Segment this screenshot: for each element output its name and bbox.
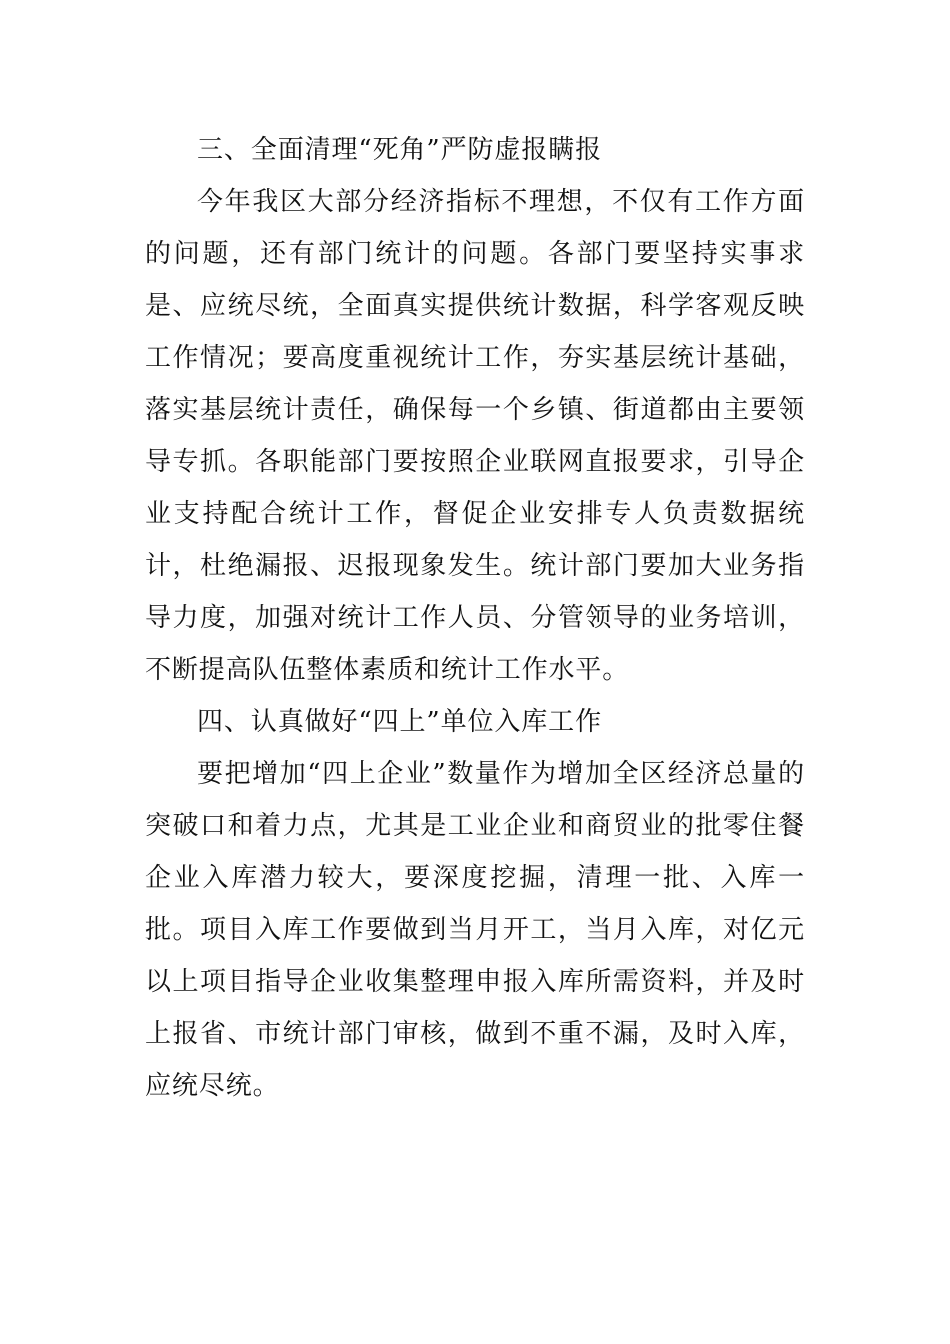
section-paragraph-4: 要把增加“四上企业”数量作为增加全区经济总量的突破口和着力点，尤其是工业企业和商贸业的批零住餐企业入库潜力较大，要深度挖掘，清理一批、入库一批。项目入库工作要做到当月开工，当月入库，对亿元以上项目指导企业收集整理申报入库所需资料，并及时上报省、市统计部门审核，做到不重不漏，及时入库，应统尽统。 — [145, 759, 805, 1101]
section-paragraph-3: 今年我区大部分经济指标不理想，不仅有工作方面的问题，还有部门统计的问题。各部门要坚持实事求是、应统尽统，全面真实提供统计数据，科学客观反映工作情况；要高度重视统计工作，夯实基层统计基础，落实基层统计责任，确保每一个乡镇、街道都由主要领导专抓。各职能部门要按照企业联网直报要求，引导企业支持配合统计工作，督促企业安排专人负责数据统计，杜绝漏报、迟报现象发生。统计部门要加大业务指导力度，加强对统计工作人员、分管领导的业务培训，不断提高队伍整体素质和统计工作水平。 — [145, 187, 805, 685]
section-heading-3: 三、全面清理“死角”严防虚报瞒报 — [197, 135, 602, 165]
document-body — [145, 124, 805, 1112]
section-heading-4: 四、认真做好“四上”单位入库工作 — [197, 707, 602, 737]
